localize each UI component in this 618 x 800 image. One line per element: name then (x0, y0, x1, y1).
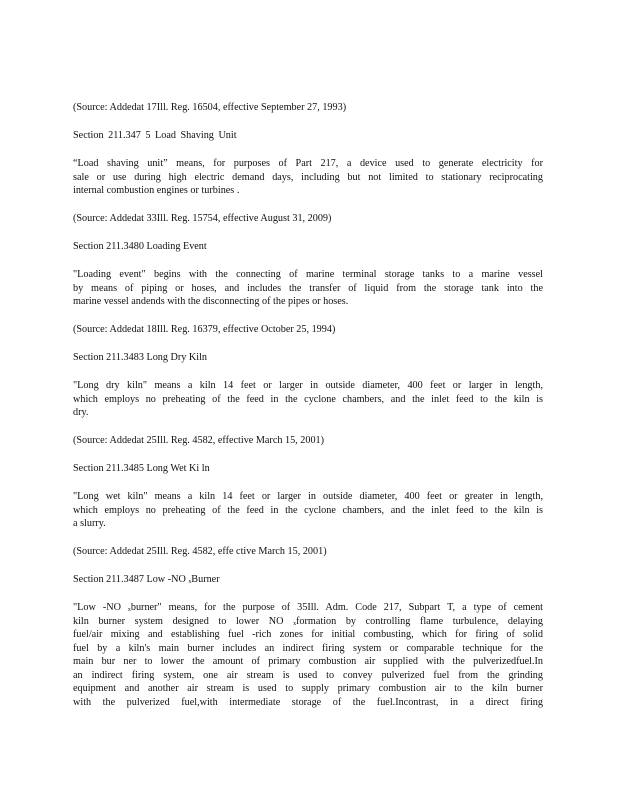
text-line: fuel/air mixing and establishing fuel -rich zones for initial combusting, which for firing of solid (73, 629, 543, 640)
source-note: (Source: Addedat 25Ill. Reg. 4582, effe ctive March 15, 2001) (73, 546, 327, 557)
text-line: internal combustion engines or turbines . (73, 185, 240, 196)
text-line: by means of piping or hoses, and includes the transfer of liquid from the storage tank into the (73, 282, 543, 294)
source-note: (Source: Addedat 25Ill. Reg. 4582, effective March 15, 2001) (73, 435, 325, 446)
section-heading: Section 211.3487 Low -NO ₓBurner (73, 574, 220, 585)
section-heading: Section 211.3483 Long Dry Kiln (73, 352, 208, 363)
text-line: main bur ner to lower the amount of primary combustion air supplied with the pulverizedfuel.In (73, 656, 543, 667)
source-note: (Source: Addedat 17Ill. Reg. 16504, effective September 27, 1993) (73, 102, 347, 113)
text-line: with the pulverized fuel,with intermediate storage of the fuel.Incontrast, in a direct firing (73, 696, 543, 708)
definition-paragraph (73, 268, 543, 309)
text-line: "Loading event" begins with the connecting of marine terminal storage tanks to a marine vessel (73, 269, 543, 280)
text-line: "Long dry kiln" means a kiln 14 feet or larger in outside diameter, 400 feet or larger in length, (73, 380, 543, 391)
definition-paragraph (73, 601, 543, 709)
text-line: a slurry. (73, 518, 106, 529)
text-line: an indirect firing system, one air stream is used to convey pulverized fuel from the grinding (73, 669, 543, 681)
text-line: marine vessel andends with the disconnecting of the pipes or hoses. (73, 296, 349, 307)
definition-paragraph (73, 490, 543, 531)
section-heading: Section 211.3485 Long Wet Ki ln (73, 463, 210, 474)
text-line: equipment and another air stream is used to supply primary combustion air to the kiln burner (73, 683, 543, 694)
definition-paragraph (73, 157, 543, 198)
text-line: dry. (73, 407, 89, 418)
text-line: “Load shaving unit” means, for purposes of Part 217, a device used to generate electricity for (73, 158, 543, 169)
text-line: "Low -NO ₓburner" means, for the purpose of 35Ill. Adm. Code 217, Subpart T, a type of cement (73, 602, 543, 613)
source-note: (Source: Addedat 33Ill. Reg. 15754, effective August 31, 2009) (73, 213, 332, 224)
text-line: fuel by a kiln's main burner includes an indirect firing system or comparable technique for the (73, 642, 543, 654)
text-line: which employs no preheating of the feed in the cyclone chambers, and the inlet feed to the kiln is (73, 393, 543, 405)
source-note: (Source: Addedat 18Ill. Reg. 16379, effective October 25, 1994) (73, 324, 336, 335)
text-line: kiln burner system designed to lower NO ₓformation by controlling flame turbulence, delaying (73, 615, 543, 627)
section-heading: Section 211.347 5 Load Shaving Unit (73, 130, 237, 141)
text-line: sale or use during high electric demand days, including but not limited to stationary reciprocating (73, 171, 543, 183)
section-heading: Section 211.3480 Loading Event (73, 241, 207, 252)
definition-paragraph (73, 379, 543, 420)
text-line: which employs no preheating of the feed in the cyclone chambers, and the inlet feed to the kiln is (73, 504, 543, 516)
text-line: "Long wet kiln" means a kiln 14 feet or larger in outside diameter, 400 feet or greater in length, (73, 491, 543, 502)
